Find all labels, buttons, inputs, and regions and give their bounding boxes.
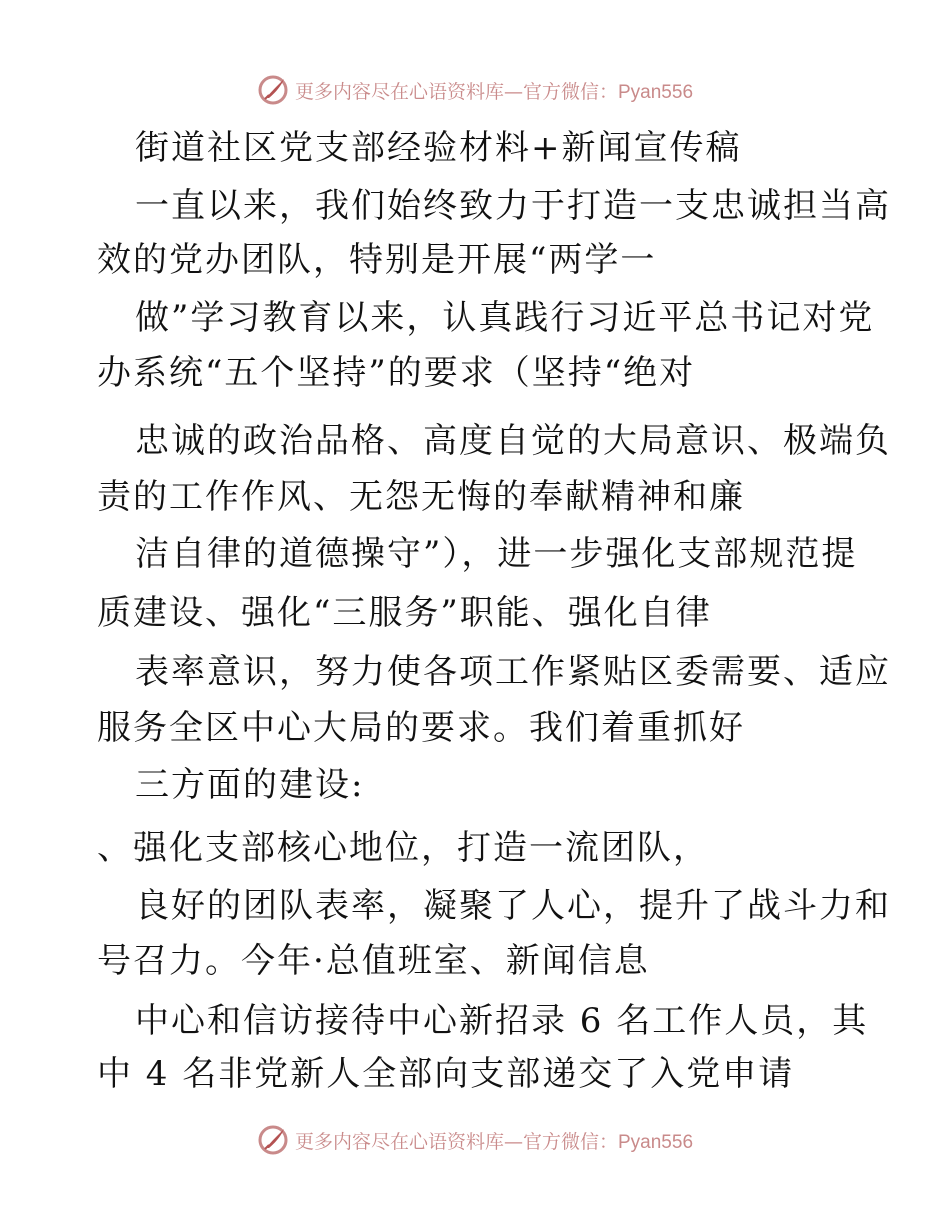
paragraph-line: 质建设、强化“三服务”职能、强化自律 [97, 593, 712, 633]
paragraph-line: 忠诚的政治品格、高度自觉的大局意识、极端负 [135, 421, 891, 461]
paragraph-line: 一直以来，我们始终致力于打造一支忠诚担当高 [135, 186, 891, 226]
paragraph-line: 中 4 名非党新人全部向支部递交了入党申请 [97, 1054, 795, 1094]
watermark-account: Pyan556 [618, 1131, 694, 1153]
watermark-text: 更多内容尽在心语资料库—官方微信：Pyan556 [294, 80, 694, 103]
feather-pen-logo-icon [257, 1124, 289, 1156]
document-title: 街道社区党支部经验材料+新闻宣传稿 [135, 128, 742, 168]
paragraph-line: 做”学习教育以来，认真践行习近平总书记对党 [135, 298, 875, 338]
footer-watermark [0, 1120, 950, 1160]
paragraph-line: 服务全区中心大局的要求。我们着重抓好 [97, 708, 745, 748]
paragraph-line: 号召力。今年·总值班室、新闻信息 [97, 941, 650, 981]
paragraph-line: 、强化支部核心地位，打造一流团队， [97, 828, 709, 868]
feather-pen-logo-icon [257, 74, 289, 106]
header-watermark [0, 70, 950, 110]
paragraph-line: 良好的团队表率，凝聚了人心，提升了战斗力和 [135, 886, 891, 926]
watermark-text: 更多内容尽在心语资料库—官方微信：Pyan556 [294, 1130, 694, 1153]
paragraph-line: 洁自律的道德操守”），进一步强化支部规范提 [135, 534, 858, 574]
paragraph-line: 中心和信访接待中心新招录 6 名工作人员，其 [135, 1001, 869, 1041]
paragraph-line: 效的党办团队，特别是开展“两学一 [97, 240, 657, 280]
paragraph-line: 表率意识，努力使各项工作紧贴区委需要、适应 [135, 652, 891, 692]
paragraph-line: 责的工作作风、无怨无悔的奉献精神和廉 [97, 477, 745, 517]
paragraph-line: 办系统“五个坚持”的要求（坚持“绝对 [97, 353, 696, 393]
watermark-account: Pyan556 [618, 81, 694, 103]
paragraph-line: 三方面的建设: [135, 765, 365, 805]
